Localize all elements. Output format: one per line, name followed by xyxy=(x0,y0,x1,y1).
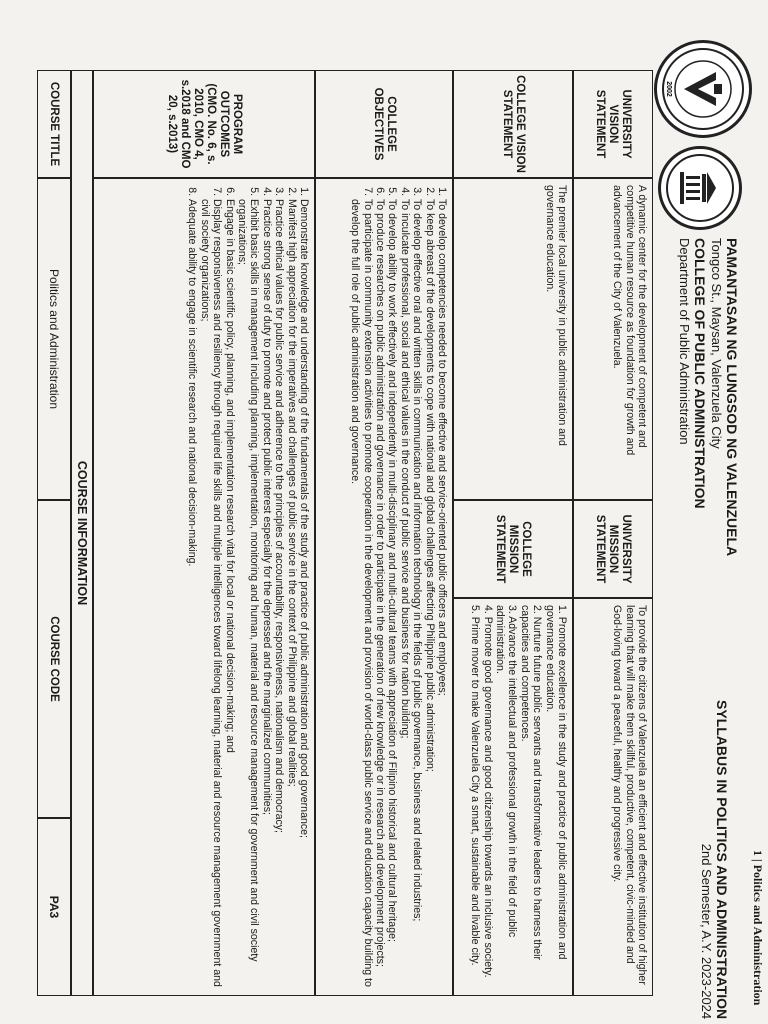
course-title-label: COURSE TITLE xyxy=(37,70,71,178)
program-outcomes-list xyxy=(93,178,315,996)
college-objective-item: 3. To develop effective oral and written skills in communication and information technology in the fields of public governance, business and related industries; xyxy=(411,199,423,989)
college-vision-label: COLLEGE VISION STATEMENT xyxy=(453,70,573,178)
college-name: COLLEGE OF PUBLIC ADMINISTRATION xyxy=(692,238,708,509)
college-mission-item: 1. Promote excellence in the study and practice of public administration and governance education. xyxy=(543,605,568,960)
college-objective-item: 7. To participate in community extension activities to promote cooperation in the development and provision of world-class public service and education capacity building to develop the full role of public administration and governance. xyxy=(349,199,374,989)
college-seal-logo xyxy=(658,146,742,230)
university-seal-icon xyxy=(660,46,746,132)
program-outcome-item: 4. Practice strong sense of duty to promote and protect public interest especially for the depressed and the marginalized communities; xyxy=(260,199,272,989)
program-outcomes-label: PROGRAM OUTCOMES (CMO. No. 6, s. 2010, CMO 4, s.2018 and CMO 20, s.2013) xyxy=(93,70,315,178)
college-objective-item: 6. To produce researches on public administration and governance in order to participate in the generation of new knowledge or in research and development projects; xyxy=(374,199,386,989)
college-objective-item: 1. To develop competencies needed to become effective and service-oriented public officers and employees; xyxy=(436,199,448,989)
university-address: Tongco St., Maysan, Valenzuela City xyxy=(709,238,724,449)
footer xyxy=(750,850,765,1005)
university-mission-text: To provide the citizens of Valenzuela an efficient and effective institution of higher learning that will make them skillful, productive, competent, civic-minded and God-loving toward a peaceful, healthy and progressive city. xyxy=(573,598,653,996)
footer-page-number: 1 xyxy=(751,850,765,856)
college-seal-icon xyxy=(664,152,736,224)
course-information-heading: COURSE INFORMATION xyxy=(71,70,93,996)
college-mission-item: 5. Prime mover to make Valenzuela City a smart, sustainable and livable city. xyxy=(469,605,482,966)
university-name: PAMANTASAN NG LUNGSOD NG VALENZUELA xyxy=(724,238,740,557)
syllabus-title-block xyxy=(698,700,730,1019)
college-objectives-list xyxy=(315,178,453,996)
college-objectives-label: COLLEGE OBJECTIVES xyxy=(315,70,453,178)
college-objective-item: 5. To develop ability to work effectively and independently in multi-disciplinary and multi-cultural teams with appreciation of Filipino historical and cultural heritage; xyxy=(386,199,398,989)
college-mission-item: 2. Nurture future public servants and transformative leaders to harness their capacities and competences. xyxy=(518,605,544,961)
university-seal-logo xyxy=(654,40,752,138)
program-outcome-item: 7. Display responsiveness and resiliency through required life skills and multiple intelligences toward lifelong learning, material and resource management government and civil society organizations; xyxy=(198,199,223,989)
university-mission-label: UNIVERSITY MISSION STATEMENT xyxy=(573,500,653,598)
college-mission-item: 4. Promote good governance and good citizenship towards an inclusive society. xyxy=(481,605,494,978)
syllabus-table xyxy=(3,70,653,996)
program-outcome-item: 2. Manifest high appreciation for the imperatives and challenges of public service in the context of Philippine and global realities; xyxy=(285,199,297,989)
program-outcome-item: 8. Adequate ability to engage in scientific research and national decision-making. xyxy=(186,199,198,989)
college-objective-item: 2. To keep abreast of the developments to cope with national and global challenges affecting Philippine public administration; xyxy=(423,199,435,989)
college-mission-list xyxy=(453,598,573,996)
program-outcome-item: 1. Demonstrate knowledge and understanding of the fundamentals of the study and practice of public administration and good governance; xyxy=(298,199,310,989)
university-vision-label: UNIVERSITY VISION STATEMENT xyxy=(573,70,653,178)
program-outcome-item: 3. Practice ethical values for public service and adherence to the principles of accountability, responsiveness, nationalism and democracy; xyxy=(273,199,285,989)
footer-page-title: Politics and Administration xyxy=(751,864,765,1006)
university-seal-year: 2002 xyxy=(665,81,672,97)
syllabus-title: SYLLABUS IN POLITICS AND ADMINISTRATION xyxy=(714,700,730,1020)
header-block xyxy=(676,238,740,556)
university-vision-text: A dynamic center for the development of competent and competitive human resource as foundation for growth and advancement of the City of Valenzuela. xyxy=(573,178,653,500)
college-vision-text: The premier local university in public administration and governance education. xyxy=(453,178,573,500)
program-outcome-item: 5. Exhibit basic skills in management including planning, implementation, monitoring and human, material and resource management for government and civil society organizations; xyxy=(236,199,261,989)
college-objective-item: 4. To inculcate professional, social and ethical values in the conduct of public service and business for nation building; xyxy=(398,199,410,989)
course-title-value: Politics and Administration xyxy=(37,178,71,500)
footer-separator: | xyxy=(751,859,765,865)
college-mission-item: 3. Advance the intellectual and professional growth in the field of public administration. xyxy=(493,605,519,938)
program-outcome-item: 6. Engage in basic scientific policy, planning, and implementation research vital for local or national decision-making; and xyxy=(223,199,235,989)
semester-label: 2nd Semester, A.Y. 2023-2024 xyxy=(699,843,714,1020)
course-code-value: PA3 xyxy=(37,818,71,996)
department-name: Department of Public Administration xyxy=(677,238,692,445)
course-code-label: COURSE CODE xyxy=(37,500,71,818)
college-mission-label: COLLEGE MISSION STATEMENT xyxy=(453,500,573,598)
